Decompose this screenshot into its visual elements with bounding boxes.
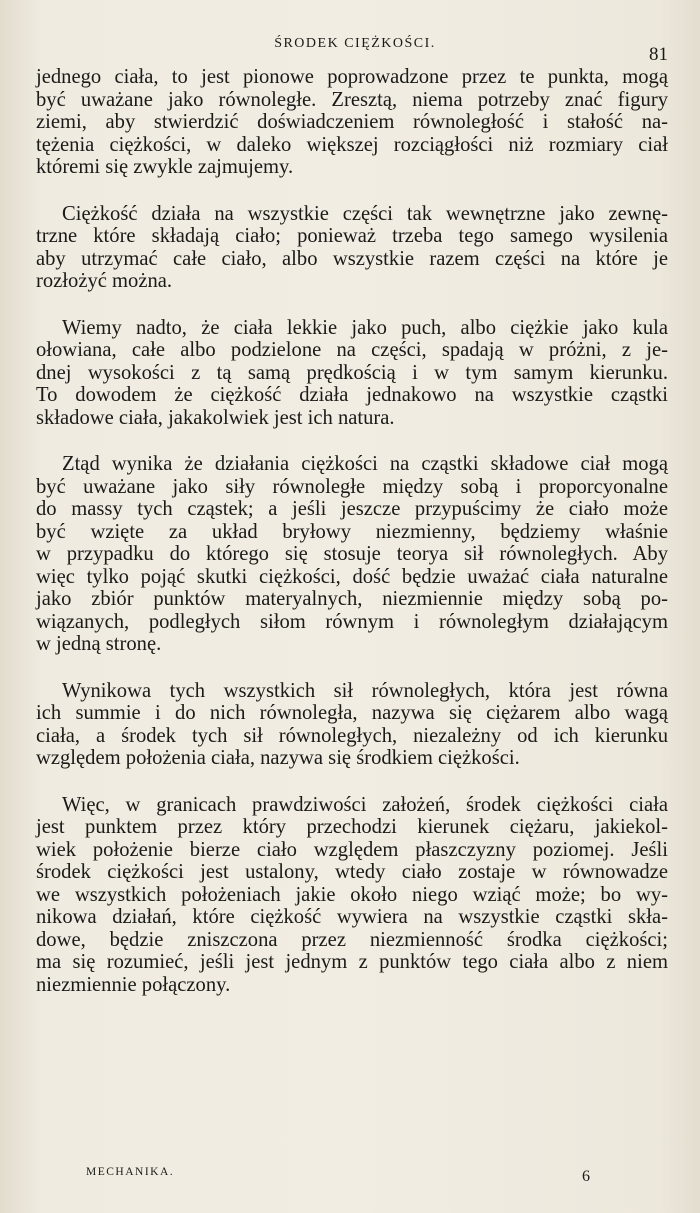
paragraph [36, 680, 668, 770]
page-header [38, 32, 672, 65]
text-line: wiek położenie bierze ciało względem płaszczyzny poziomej. Jeśli [36, 838, 668, 861]
text-line: składowe ciała, jakakolwiek jest ich natura. [36, 406, 395, 429]
text-line: w jedną stronę. [36, 633, 162, 655]
text-line: któremi się zwykle zajmujemy. [36, 156, 294, 178]
text-line: rozłożyć można. [36, 270, 173, 292]
text-line: Wiemy nadto, że ciała lekkie jako puch, albo ciężkie jako kula [62, 316, 668, 339]
text-line: więc tylko pojąć skutki ciężkości, dość będzie uważać ciała naturalne [36, 565, 668, 588]
text-line: dowe, będzie zniszczona przez niezmienność środka ciężkości; [36, 928, 668, 951]
paragraph [36, 794, 668, 997]
text-line: To dowodem że ciężkość działa jednakowo na wszystkie cząstki [36, 384, 668, 406]
text-line: trzne które składają ciało; ponieważ trzeba tego samego wysilenia [36, 225, 668, 247]
text-line: niezmiennie połączony. [36, 973, 231, 996]
text-line: w przypadku do którego się stosuje teorya sił równoległych. Aby [36, 543, 668, 565]
text-line: być wzięte za układ bryłowy niezmienny, będziemy właśnie [36, 520, 668, 543]
text-line: środek ciężkości jest ustalony, wtedy ciało zostaje w równowadze [36, 861, 668, 883]
text-line: ziemi, aby stwierdzić doświadczeniem równoległość i stałość na- [36, 111, 668, 133]
text-line: jednego ciała, to jest pionowe poprowadzone przez te punkta, mogą [36, 66, 668, 88]
text-line: nikowa działań, które ciężkość wywiera na wszystkie cząstki skła- [36, 906, 668, 928]
page-number: 81 [649, 44, 668, 65]
text-line: być uważane jako równoległe. Zresztą, niema potrzeby znać figury [36, 88, 668, 111]
text-line: ma się rozumieć, jeśli jest jednym z punktów tego ciała albo z niem [36, 951, 668, 973]
text-line: tężenia ciężkości, w daleko większej rozciągłości niż rozmiary ciał [36, 133, 668, 156]
sheet-number: 6 [582, 1168, 590, 1185]
printer-signature: MECHANIKA. [86, 1166, 175, 1178]
text-line: Wynikowa tych wszystkich sił równoległych, która jest równa [62, 679, 668, 702]
body-text [36, 66, 668, 1020]
text-line: do massy tych cząstek; a jeśli jeszcze przypuścimy że ciało może [36, 498, 668, 520]
text-line: Ztąd wynika że działania ciężkości na cząstki składowe ciał mogą [62, 453, 668, 475]
paragraph [36, 66, 668, 179]
text-line: aby utrzymać całe ciało, albo wszystkie razem części na które je [36, 247, 668, 270]
text-line: ciała, a środek tych sił równoległych, niezależny od ich kierunku [36, 724, 668, 747]
text-line: względem położenia ciała, nazywa się środkiem ciężkości. [36, 747, 520, 769]
text-line: Więc, w granicach prawdziwości założeń, środek ciężkości ciała [62, 793, 668, 816]
text-line: wiązanych, podległych siłom równym i równoległym działającym [36, 610, 668, 633]
paragraph [36, 453, 668, 656]
paragraph [36, 317, 668, 430]
text-line: we wszystkich położeniach jakie około niego wziąć może; bo wy- [36, 883, 668, 906]
text-line: Ciężkość działa na wszystkie części tak wewnętrzne jako zewnę- [62, 202, 668, 225]
text-line: ich summie i do nich równoległa, nazywa się ciężarem albo wagą [36, 702, 668, 724]
page-footer [86, 1166, 590, 1196]
paragraph [36, 203, 668, 293]
running-title: ŚRODEK CIĘŻKOŚCI. [274, 36, 436, 51]
text-line: być uważane jako siły równoległe między sobą i proporcyonalne [36, 475, 668, 498]
text-line: jako zbiór punktów materyalnych, niezmiennie między sobą po- [36, 588, 668, 610]
text-line: ołowiana, całe albo podzielone na części, spadają w próżni, z je- [36, 339, 668, 361]
text-line: jest punktem przez który przechodzi kierunek ciężaru, jakiekol- [36, 816, 668, 838]
text-line: dnej wysokości z tą samą prędkością i w tym samym kierunku. [36, 361, 668, 384]
